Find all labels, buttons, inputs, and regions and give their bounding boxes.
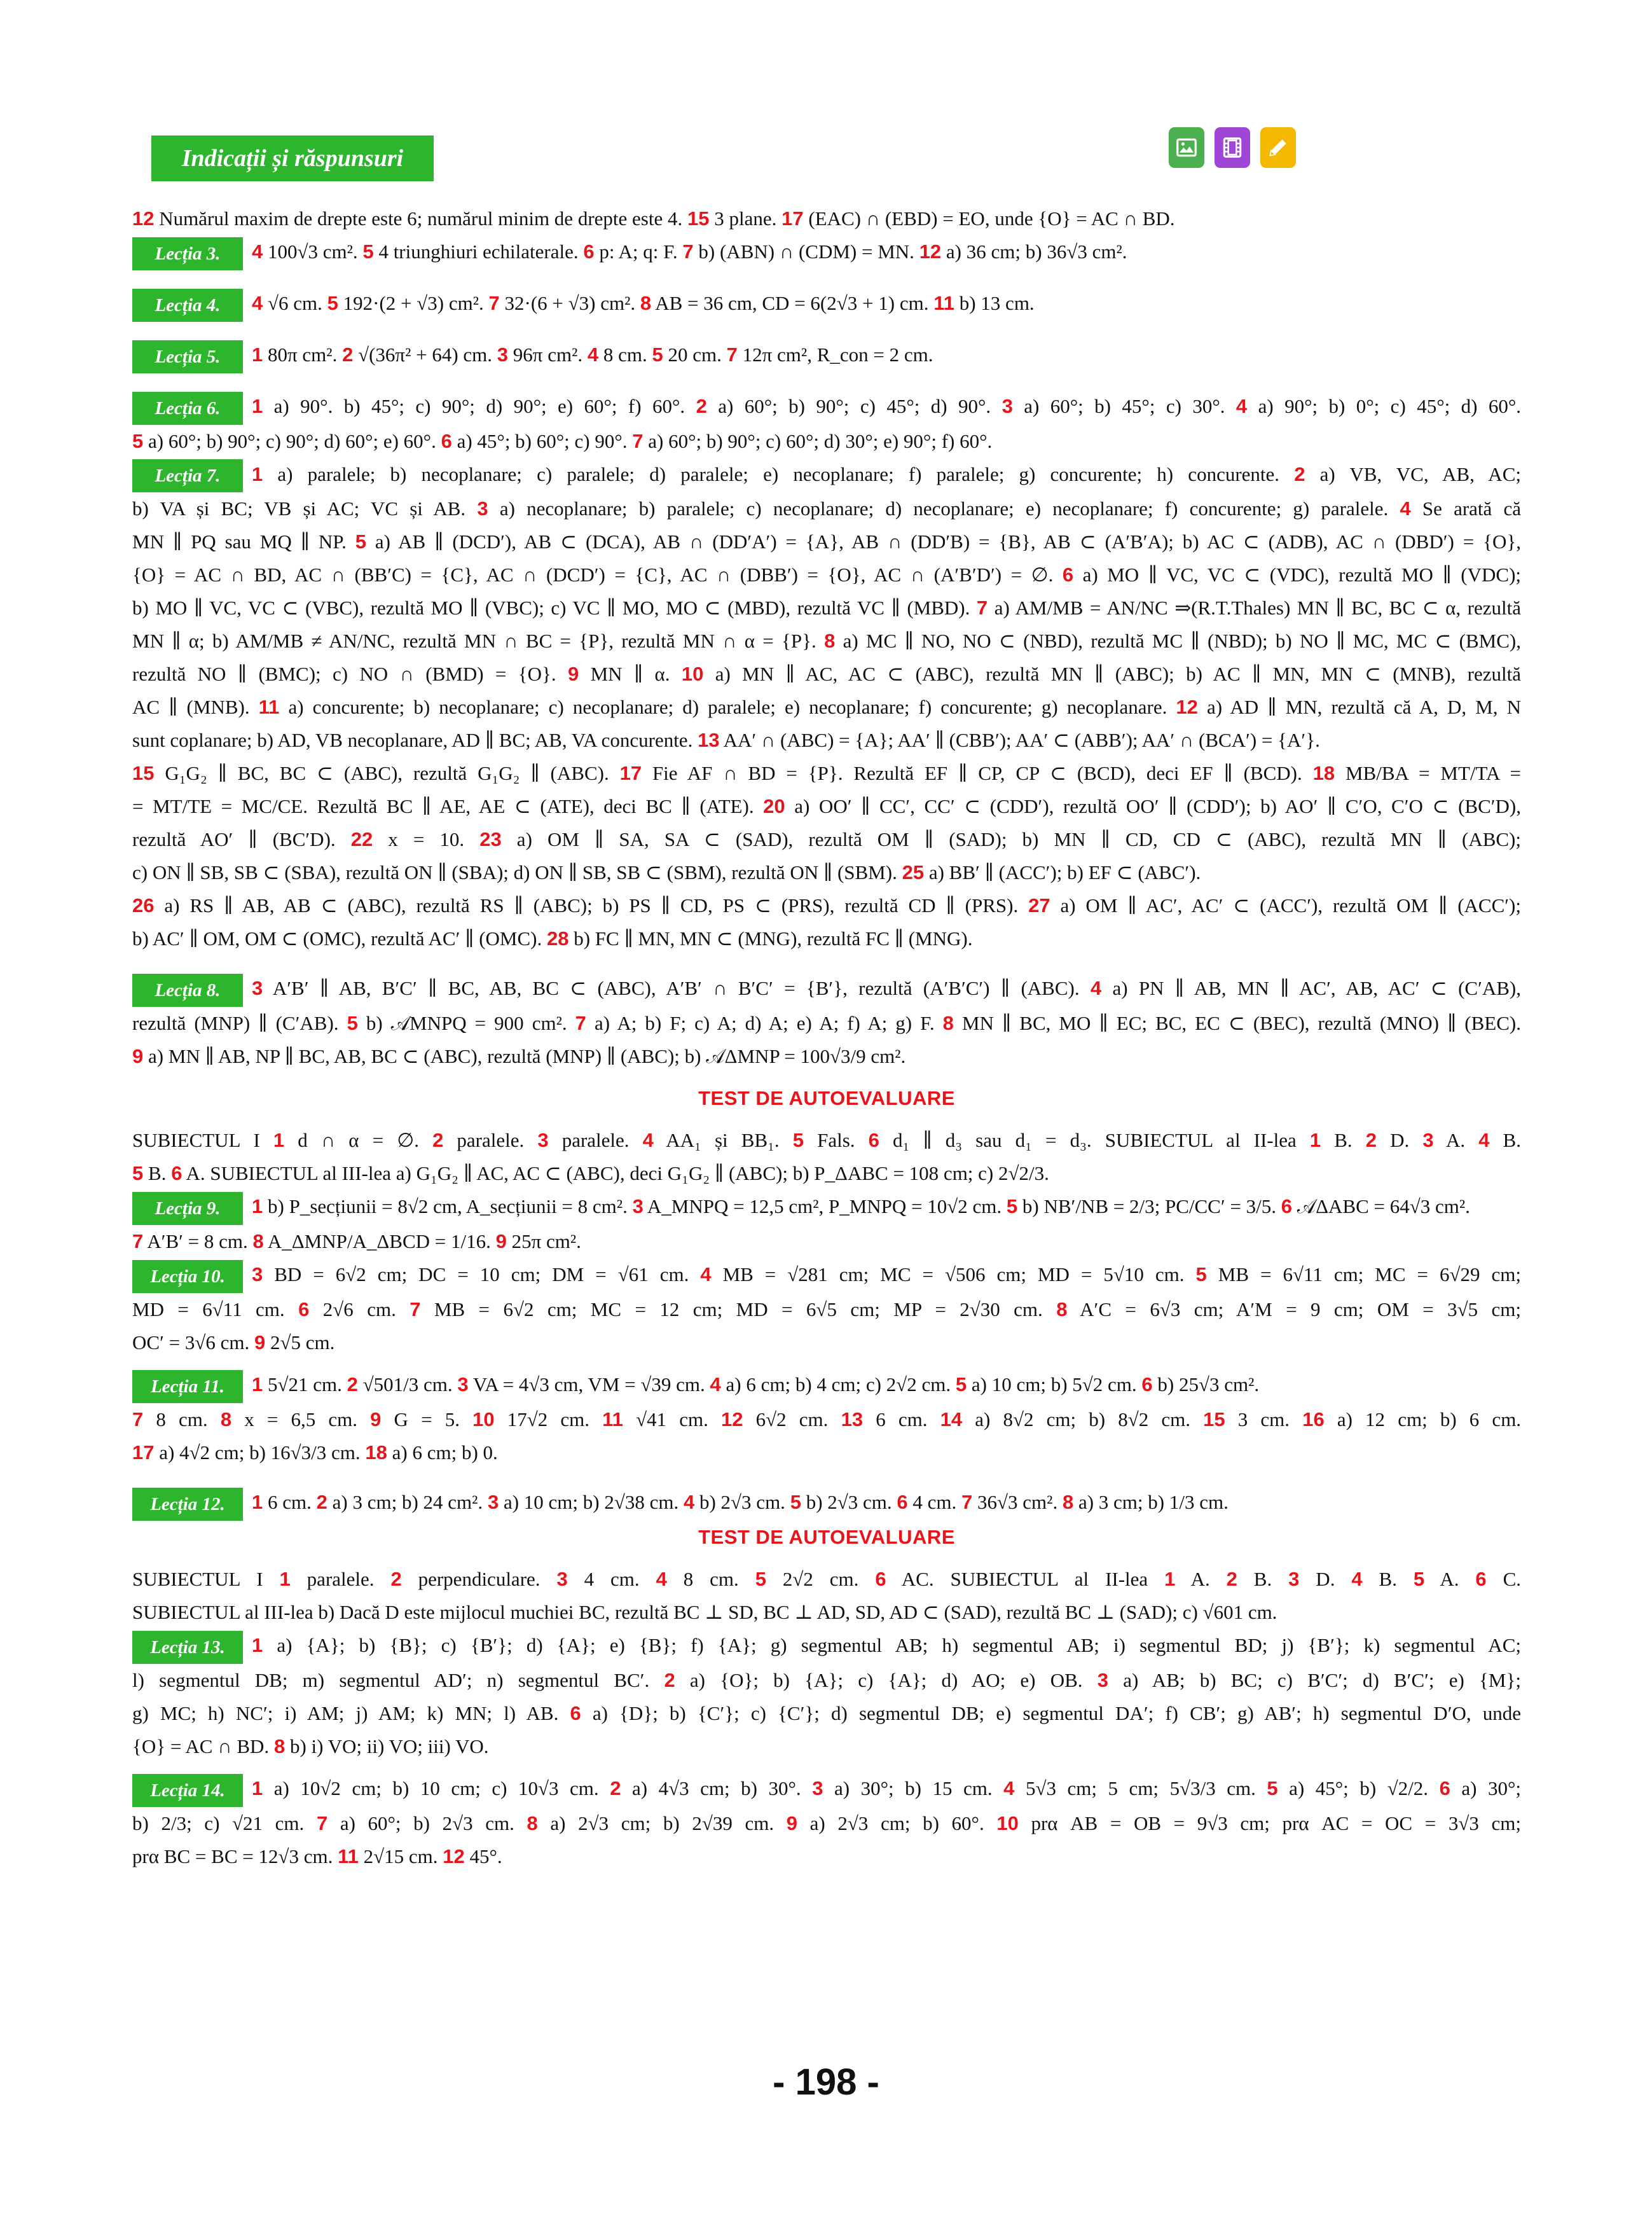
answer-line: Lecția 7. 1 a) paralele; b) necoplanare; c) paralele; d) paralele; e) necoplanare; f) paralele; g) concurente; h) concurente. 2 a) VB, VC, AB, AC; [132, 458, 1521, 493]
problem-number: 1 [252, 1633, 263, 1656]
problem-number: 8 [273, 1735, 286, 1757]
lesson-tab: Lecția 5. [132, 340, 243, 373]
lesson-tab: Lecția 6. [132, 392, 243, 425]
answer-line: b) AC′ ∥ OM, OM ⊂ (OMC), rezultă AC′ ∥ (OMC). 28 b) FC ∥ MN, MN ⊂ (MNG), rezultă FC ∥ (MNG). [132, 927, 973, 950]
problem-number: 3 [1097, 1668, 1108, 1691]
test-heading: TEST DE AUTOEVALUARE [698, 1525, 955, 1548]
problem-number: 3 [1002, 394, 1013, 417]
answer-line: 15 G₁G₂ ∥ BC, BC ⊂ (ABC), rezultă G₁G₂ ∥ (ABC). 17 Fie AF ∩ BD = {P}. Rezultă EF ∥ CP, CP ⊂ (BCD), deci EF ∥ (BCD). 18 MB/BA = MT/TA = [132, 762, 1521, 785]
answer-line: SUBIECTUL I 1 d ∩ α = ∅. 2 paralele. 3 paralele. 4 AA₁ și BB₁. 5 Fals. 6 d₁ ∥ d₃ sau d₁ = d₃. SUBIECTUL al II-lea 1 B. 2 D. 3 A. 4 B. [132, 1129, 1521, 1152]
problem-number: 7 [961, 1491, 973, 1514]
answer-line: b) 2/3; c) √21 cm. 7 a) 60°; b) 2√3 cm. 8 a) 2√3 cm; b) 2√39 cm. 9 a) 2√3 cm; b) 60°. 10 prα AB = OB = 9√3 cm; prα AC = OC = 3√3 cm; [132, 1811, 1521, 1834]
problem-number: 2 [664, 1668, 675, 1691]
test-heading: TEST DE AUTOEVALUARE [698, 1087, 955, 1110]
problem-number: 6 [1475, 1567, 1487, 1590]
problem-number: 3 [537, 1129, 549, 1152]
problem-number: 1 [252, 1195, 263, 1218]
problem-number: 2 [610, 1776, 621, 1799]
lesson-tab: Lecția 10. [132, 1260, 243, 1293]
lesson-tab: Lecția 11. [132, 1370, 243, 1403]
problem-number: 8 [220, 1408, 232, 1431]
answer-line: l) segmentul DB; m) segmentul AD′; n) segmentul BC′. 2 a) {O}; b) {A}; c) {A}; d) AO; e) OB. 3 a) AB; b) BC; c) B′C′; d) B′C′; e) {M}; [132, 1668, 1521, 1691]
problem-number: 2 [1294, 462, 1305, 485]
problem-number: 13 [841, 1408, 864, 1431]
problem-number: 9 [786, 1811, 797, 1834]
answer-line: b) MO ∥ VC, VC ⊂ (VBC), rezultă MO ∥ (VBC); c) VC ∥ MO, MO ⊂ (MBD), rezultă VC ∥ (MBD). 7 a) AM/MB = AN/NC ⇒(R.T.Thales) MN ∥ BC, BC ⊂ α, rezultă [132, 597, 1521, 620]
problem-number: 7 [132, 1230, 144, 1253]
answer-line: 17 a) 4√2 cm; b) 16√3/3 cm. 18 a) 6 cm; b) 0. [132, 1441, 498, 1464]
answer-line: AC ∥ (MNB). 11 a) concurente; b) necoplanare; c) necoplanare; d) paralele; e) necoplanare; f) concurente; g) necoplanare. 12 a) AD ∥ MN, rezultă că A, D, M, N [132, 696, 1521, 719]
problem-number: 12 [919, 240, 942, 263]
lesson-tab: Lecția 12. [132, 1488, 243, 1521]
problem-number: 5 [652, 343, 663, 366]
problem-number: 4 [587, 343, 599, 366]
answer-line: SUBIECTUL al III-lea b) Dacă D este mijlocul muchiei BC, rezultă BC ⊥ SD, BC ⊥ AD, SD, AD ⊂ (SAD), rezultă BC ⊥ (SAD); c) √601 cm. [132, 1600, 1277, 1623]
answer-line: 9 a) MN ∥ AB, NP ∥ BC, AB, BC ⊂ (ABC), rezultă (MNP) ∥ (ABC); b) 𝒜ΔMNP = 100√3/9 cm². [132, 1045, 906, 1068]
problem-number: 7 [488, 291, 500, 314]
problem-number: 4 [700, 1263, 712, 1286]
problem-number: 5 [132, 429, 144, 452]
answer-line: Lecția 10. 3 BD = 6√2 cm; DC = 10 cm; DM = √61 cm. 4 MB = √281 cm; MC = √506 cm; MD = 5√10 cm. 5 MB = 6√11 cm; MC = 6√29 cm; [132, 1258, 1521, 1293]
answer-line: rezultă AO′ ∥ (BC′D). 22 x = 10. 23 a) OM ∥ SA, SA ⊂ (SAD), rezultă OM ∥ (SAD); b) MN ∥ CD, CD ⊂ (ABC), rezultă MN ∥ (ABC); [132, 828, 1521, 851]
problem-number: 2 [347, 1373, 358, 1396]
answer-line: Lecția 3. 4 100√3 cm². 5 4 triunghiuri echilaterale. 6 p: A; q: F. 7 b) (ABN) ∩ (CDM) = MN. 12 a) 36 cm; b) 36√3 cm². [132, 235, 1521, 270]
problem-number: 8 [824, 630, 836, 653]
answer-line: rezultă NO ∥ (BMC); c) NO ∩ (BMD) = {O}. 9 MN ∥ α. 10 a) MN ∥ AC, AC ⊂ (ABC), rezultă MN ∥ (ABC); b) AC ∥ MN, MN ⊂ (MNB), rezultă [132, 663, 1521, 686]
problem-number: 1 [1309, 1129, 1321, 1152]
answer-line: = MT/TE = MC/CE. Rezultă BC ∥ AE, AE ⊂ (ATE), deci BC ∥ (ATE). 20 a) OO′ ∥ CC′, CC′ ⊂ (CDD′), rezultă OO′ ∥ (CDD′); b) AO′ ∥ C′O, C′O ⊂ (BC′D), [132, 795, 1521, 818]
answer-line: 26 a) RS ∥ AB, AB ⊂ (ABC), rezultă RS ∥ (ABC); b) PS ∥ CD, PS ⊂ (PRS), rezultă CD ∥ (PRS). 27 a) OM ∥ AC′, AC′ ⊂ (ACC′), rezultă OM ∥ (ACC′); [132, 894, 1521, 917]
answer-line: MN ∥ α; b) AM/MB ≠ AN/NC, rezultă MN ∩ BC = {P}, rezultă MN ∩ α = {P}. 8 a) MC ∥ NO, NO ⊂ (NBD), rezultă MC ∥ (NBD); b) NO ∥ MC, MC ⊂ (BMC), [132, 630, 1521, 653]
problem-number: 4 [1003, 1776, 1015, 1799]
image-icon[interactable] [1169, 127, 1204, 168]
problem-number: 1 [252, 1776, 263, 1799]
problem-number: 6 [897, 1491, 908, 1514]
answer-line: Lecția 9. 1 b) P_secțiunii = 8√2 cm, A_secțiunii = 8 cm². 3 A_MNPQ = 12,5 cm², P_MNPQ = 10√2 cm. 5 b) NB′/NB = 2/3; PC/CC′ = 3/5. 6 𝒜ΔABC = 64√3 cm². [132, 1190, 1521, 1225]
problem-number: 3 [487, 1491, 499, 1514]
problem-number: 4 [252, 240, 263, 263]
problem-number: 23 [479, 828, 502, 851]
problem-number: 12 [443, 1845, 465, 1867]
problem-number: 7 [682, 240, 694, 263]
lesson-tab: Lecția 4. [132, 289, 243, 322]
answer-line: b) VA și BC; VB și AC; VC și AB. 3 a) necoplanare; b) paralele; c) necoplanare; d) necoplanare; e) necoplanare; f) concurente; g) paralele. 4 Se arată că [132, 497, 1521, 520]
answer-line: {O} = AC ∩ BD. 8 b) i) VO; ii) VO; iii) VO. [132, 1735, 489, 1757]
problem-number: 15 [132, 762, 155, 785]
problem-number: 12 [132, 207, 155, 230]
section-title: Indicații și răspunsuri [151, 135, 434, 181]
problem-number: 5 [132, 1162, 144, 1185]
page-number: - 198 - [773, 2061, 879, 2103]
problem-number: 6 [875, 1567, 886, 1590]
problem-number: 1 [252, 462, 263, 485]
problem-number: 3 [477, 497, 488, 520]
problem-number: 15 [687, 207, 710, 230]
problem-number: 4 [642, 1129, 654, 1152]
problem-number: 3 [252, 1263, 263, 1286]
problem-number: 8 [640, 291, 652, 314]
answer-line: 7 8 cm. 8 x = 6,5 cm. 9 G = 5. 10 17√2 cm. 11 √41 cm. 12 6√2 cm. 13 6 cm. 14 a) 8√2 cm; b) 8√2 cm. 15 3 cm. 16 a) 12 cm; b) 6 cm. [132, 1408, 1521, 1431]
problem-number: 5 [1195, 1263, 1207, 1286]
answer-line: MN ∥ PQ sau MQ ∥ NP. 5 a) AB ∥ (DCD′), AB ⊂ (DCA), AB ∩ (DD′A′) = {A}, AB ∩ (DD′B) = {B}, AB ⊂ (A′B′A); b) AC ⊂ (ADB), AC ∩ (DBD′) = {O}, [132, 530, 1521, 553]
problem-number: 3 [632, 1195, 644, 1218]
problem-number: 17 [132, 1441, 155, 1464]
problem-number: 6 [570, 1701, 581, 1724]
problem-number: 27 [1028, 894, 1050, 917]
problem-number: 4 [683, 1491, 695, 1514]
problem-number: 9 [567, 663, 579, 686]
answer-line: SUBIECTUL I 1 paralele. 2 perpendiculare. 3 4 cm. 4 8 cm. 5 2√2 cm. 6 AC. SUBIECTUL al II-lea 1 A. 2 B. 3 D. 4 B. 5 A. 6 C. [132, 1567, 1521, 1590]
problem-number: 6 [441, 429, 452, 452]
lesson-tab: Lecția 9. [132, 1192, 243, 1225]
problem-number: 11 [933, 291, 954, 314]
lesson-tab: Lecția 3. [132, 237, 243, 270]
problem-number: 7 [632, 429, 644, 452]
problem-number: 7 [316, 1811, 328, 1834]
problem-number: 16 [1302, 1408, 1325, 1431]
problem-number: 1 [279, 1567, 291, 1590]
problem-number: 1 [252, 343, 263, 366]
problem-number: 17 [619, 762, 642, 785]
problem-number: 10 [472, 1408, 495, 1431]
answer-line: MD = 6√11 cm. 6 2√6 cm. 7 MB = 6√2 cm; MC = 12 cm; MD = 6√5 cm; MP = 2√30 cm. 8 A′C = 6√3 cm; A′M = 9 cm; OM = 3√5 cm; [132, 1298, 1521, 1321]
problem-number: 20 [763, 795, 785, 818]
answer-line: Lecția 11. 1 5√21 cm. 2 √501/3 cm. 3 VA = 4√3 cm, VM = √39 cm. 4 a) 6 cm; b) 4 cm; c) 2√2 cm. 5 a) 10 cm; b) 5√2 cm. 6 b) 25√3 cm². [132, 1368, 1521, 1403]
problem-number: 4 [252, 291, 263, 314]
answer-line: 7 A′B′ = 8 cm. 8 A_ΔMNP/A_ΔBCD = 1/16. 9 25π cm². [132, 1230, 581, 1253]
answer-line: Lecția 6. 1 a) 90°. b) 45°; c) 90°; d) 90°; e) 60°; f) 60°. 2 a) 60°; b) 90°; c) 45°; d) 90°. 3 a) 60°; b) 45°; c) 30°. 4 a) 90°; b) 0°; c) 45°; d) 60°. [132, 390, 1521, 425]
pencil-icon[interactable] [1260, 127, 1296, 168]
problem-number: 3 [1422, 1129, 1434, 1152]
toolbar-icons [1169, 127, 1296, 168]
problem-number: 2 [390, 1567, 402, 1590]
problem-number: 5 [1006, 1195, 1018, 1218]
problem-number: 5 [1267, 1776, 1278, 1799]
problem-number: 10 [996, 1811, 1019, 1834]
problem-number: 8 [1062, 1491, 1074, 1514]
problem-number: 1 [252, 1491, 263, 1514]
problem-number: 4 [1400, 497, 1411, 520]
problem-number: 18 [1312, 762, 1335, 785]
problem-number: 5 [362, 240, 374, 263]
problem-number: 7 [726, 343, 738, 366]
problem-number: 6 [1281, 1195, 1292, 1218]
problem-number: 9 [495, 1230, 507, 1253]
problem-number: 5 [347, 1012, 358, 1035]
lesson-tab: Lecția 7. [132, 459, 243, 492]
problem-number: 12 [1176, 696, 1198, 719]
lesson-tab: Lecția 13. [132, 1631, 243, 1664]
problem-number: 1 [252, 394, 263, 417]
problem-number: 7 [410, 1298, 421, 1321]
problem-number: 5 [790, 1491, 801, 1514]
problem-number: 11 [338, 1845, 359, 1867]
answer-line: {O} = AC ∩ BD, AC ∩ (BB′C) = {C}, AC ∩ (DCD′) = {C}, AC ∩ (DBB′) = {O}, AC ∩ (A′B′D′) = ∅. 6 a) MO ∥ VC, VC ⊂ (VDC), rezultă MO ∥ (VDC); [132, 564, 1521, 586]
problem-number: 9 [370, 1408, 382, 1431]
problem-number: 8 [1056, 1298, 1068, 1321]
problem-number: 3 [812, 1776, 823, 1799]
problem-number: 10 [681, 663, 704, 686]
problem-number: 28 [546, 927, 569, 950]
problem-number: 2 [696, 394, 707, 417]
answer-line: g) MC; h) NC′; i) AM; j) AM; k) MN; l) AB. 6 a) {D}; b) {C′}; c) {C′}; d) segmentul DB; e) segmentul DA′; f) CB′; g) AB′; h) segmentul D′O, unde [132, 1701, 1521, 1724]
problem-number: 14 [940, 1408, 963, 1431]
problem-number: 5 [355, 530, 366, 553]
answer-line: 5 a) 60°; b) 90°; c) 90°; d) 60°; e) 60°. 6 a) 45°; b) 60°; c) 90°. 7 a) 60°; b) 90°; c) 60°; d) 30°; e) 90°; f) 60°. [132, 429, 993, 452]
film-icon[interactable] [1215, 127, 1250, 168]
problem-number: 22 [350, 828, 373, 851]
problem-number: 6 [171, 1162, 182, 1185]
problem-number: 2 [1226, 1567, 1237, 1590]
answer-line: Lecția 12. 1 6 cm. 2 a) 3 cm; b) 24 cm². 3 a) 10 cm; b) 2√38 cm. 4 b) 2√3 cm. 5 b) 2√3 cm. 6 4 cm. 7 36√3 cm². 8 a) 3 cm; b) 1/3 cm. [132, 1486, 1521, 1521]
problem-number: 9 [254, 1331, 266, 1354]
answer-line: Lecția 5. 1 80π cm². 2 √(36π² + 64) cm. 3 96π cm². 4 8 cm. 5 20 cm. 7 12π cm², R_con = 2 cm. [132, 338, 1521, 373]
problem-number: 3 [556, 1567, 568, 1590]
problem-number: 13 [698, 729, 720, 752]
answer-line: Lecția 8. 3 A′B′ ∥ AB, B′C′ ∥ BC, AB, BC ⊂ (ABC), A′B′ ∩ B′C′ = {B′}, rezultă (A′B′C′) ∥ (ABC). 4 a) PN ∥ AB, MN ∥ AC′, AB, AC′ ⊂ (C′AB), [132, 972, 1521, 1007]
answer-line: Lecția 4. 4 √6 cm. 5 192·(2 + √3) cm². 7 32·(6 + √3) cm². 8 AB = 36 cm, CD = 6(2√3 + 1) cm. 11 b) 13 cm. [132, 287, 1521, 322]
problem-number: 4 [710, 1373, 721, 1396]
problem-number: 4 [1090, 977, 1102, 1000]
problem-number: 3 [1288, 1567, 1300, 1590]
problem-number: 8 [252, 1230, 264, 1253]
answer-line: 12 Numărul maxim de drepte este 6; numărul minim de drepte este 4. 15 3 plane. 17 (EAC) ∩ (EBD) = EO, unde {O} = AC ∩ BD. [132, 207, 1175, 230]
problem-number: 2 [342, 343, 354, 366]
answer-line: sunt coplanare; b) AD, VB necoplanare, AD ∥ BC; AB, VA concurente. 13 AA′ ∩ (ABC) = {A}; AA′ ∥ (CBB′); AA′ ⊂ (ABB′); AA′ ∩ (BCA′) = {A′}. [132, 729, 1320, 752]
problem-number: 2 [432, 1129, 444, 1152]
problem-number: 4 [1478, 1129, 1490, 1152]
problem-number: 5 [1413, 1567, 1425, 1590]
answer-line: c) ON ∥ SB, SB ⊂ (SBA), rezultă ON ∥ (SBA); d) ON ∥ SB, SB ⊂ (SBM), rezultă ON ∥ (SBM). 25 a) BB′ ∥ (ACC′); b) EF ⊂ (ABC′). [132, 861, 1201, 884]
problem-number: 6 [298, 1298, 310, 1321]
answers-text [132, 202, 1521, 1873]
lesson-tab: Lecția 14. [132, 1774, 243, 1807]
answer-line: prα BC = BC = 12√3 cm. 11 2√15 cm. 12 45°. [132, 1845, 502, 1867]
problem-number: 1 [1164, 1567, 1176, 1590]
problem-number: 6 [1439, 1776, 1450, 1799]
problem-number: 3 [457, 1373, 469, 1396]
problem-number: 11 [602, 1408, 623, 1431]
problem-number: 5 [327, 291, 338, 314]
problem-number: 26 [132, 894, 155, 917]
problem-number: 4 [1236, 394, 1248, 417]
problem-number: 1 [252, 1373, 263, 1396]
answer-line: Lecția 14. 1 a) 10√2 cm; b) 10 cm; c) 10√3 cm. 2 a) 4√3 cm; b) 30°. 3 a) 30°; b) 15 cm. 4 5√3 cm; 5 cm; 5√3/3 cm. 5 a) 45°; b) √2/2. 6 a) 30°; [132, 1772, 1521, 1807]
problem-number: 8 [942, 1012, 954, 1035]
problem-number: 7 [132, 1408, 144, 1431]
problem-number: 2 [1365, 1129, 1377, 1152]
problem-number: 5 [792, 1129, 804, 1152]
problem-number: 17 [781, 207, 804, 230]
problem-number: 7 [575, 1012, 586, 1035]
problem-number: 6 [1141, 1373, 1153, 1396]
problem-number: 6 [1062, 564, 1074, 586]
problem-number: 5 [955, 1373, 967, 1396]
problem-number: 4 [1351, 1567, 1363, 1590]
problem-number: 5 [755, 1567, 766, 1590]
answer-line: OC′ = 3√6 cm. 9 2√5 cm. [132, 1331, 335, 1354]
lesson-tab: Lecția 8. [132, 974, 243, 1007]
problem-number: 4 [656, 1567, 667, 1590]
problem-number: 12 [721, 1408, 743, 1431]
problem-number: 1 [273, 1129, 285, 1152]
problem-number: 9 [132, 1045, 144, 1068]
answer-line: Lecția 13. 1 a) {A}; b) {B}; c) {B′}; d) {A}; e) {B}; f) {A}; g) segmentul AB; h) segmentul AB; i) segmentul BD; j) {B′}; k) segmentul AC; [132, 1629, 1521, 1664]
problem-number: 6 [868, 1129, 879, 1152]
problem-number: 3 [497, 343, 509, 366]
problem-number: 6 [583, 240, 595, 263]
problem-number: 18 [365, 1441, 387, 1464]
problem-number: 15 [1203, 1408, 1225, 1431]
problem-number: 25 [902, 861, 925, 884]
answer-line: rezultă (MNP) ∥ (C′AB). 5 b) 𝒜MNPQ = 900 cm². 7 a) A; b) F; c) A; d) A; e) A; f) A; g) F. 8 MN ∥ BC, MO ∥ EC; BC, EC ⊂ (BEC), rezultă (MNO) ∥ (BEC). [132, 1012, 1521, 1035]
problem-number: 2 [316, 1491, 327, 1514]
problem-number: 8 [527, 1811, 538, 1834]
problem-number: 7 [976, 597, 988, 620]
problem-number: 11 [258, 696, 280, 719]
problem-number: 3 [252, 977, 263, 1000]
answer-line: 5 B. 6 A. SUBIECTUL al III-lea a) G₁G₂ ∥ AC, AC ⊂ (ABC), deci G₁G₂ ∥ (ABC); b) P_ΔABC = 108 cm; c) 2√2/3. [132, 1162, 1049, 1185]
